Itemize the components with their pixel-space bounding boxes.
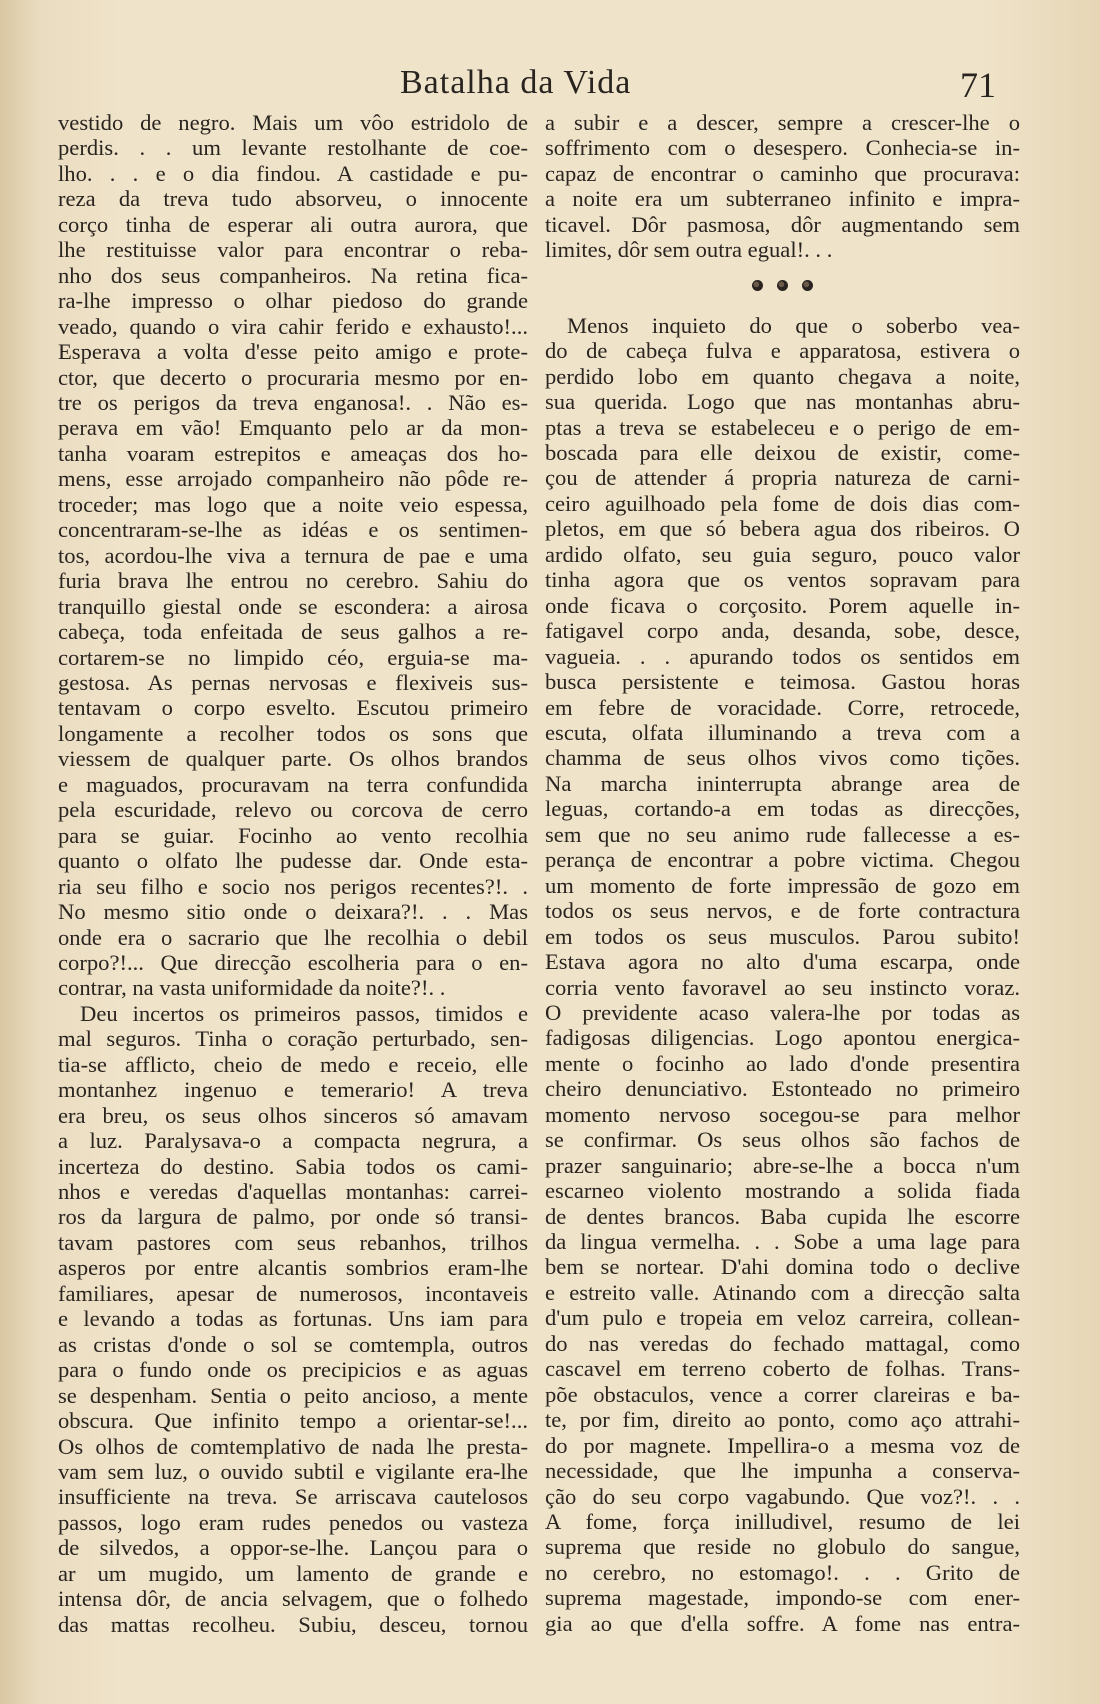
text-line: em febre de voracidade. Corre, retrocede, [545, 694, 1020, 720]
text-line: obscura. Que infinito tempo a orientar-se!... [58, 1408, 528, 1434]
text-line: do por magnete. Impellira-o a mesma voz de [545, 1432, 1020, 1458]
text-line: viessem de qualquer parte. Os olhos brandos [58, 746, 528, 772]
text-line: tavam pastores com seus rebanhos, trilhos [58, 1229, 528, 1255]
text-line: ros da largura de palmo, por onde só transi- [58, 1204, 528, 1230]
right-text-column [545, 110, 1020, 1636]
text-line: Os olhos de comtemplativo de nada lhe presta- [58, 1433, 528, 1459]
right-column-bottom-block [545, 313, 1020, 1637]
text-line: necessidade, que lhe impunha a conserva- [545, 1458, 1020, 1484]
text-line: Menos inquieto do que o soberbo vea- [567, 312, 1020, 338]
text-line: as cristas d'onde o sol se comtempla, outros [58, 1331, 528, 1357]
text-line: lho. . . e o dia findou. A castidade e pu- [58, 160, 528, 186]
text-line: Deu incertos os primeiros passos, timidos e [80, 1000, 528, 1026]
text-line: tentavam o corpo esvelto. Escutou primeiro [58, 695, 528, 721]
ornament-dot-icon [802, 280, 813, 291]
text-line: ceiro aguilhoado pela fome de dois dias com- [545, 490, 1020, 516]
text-line: capaz de encontrar o caminho que procurava: [545, 160, 1020, 186]
text-line: ção do seu corpo vagabundo. Que voz?!. . . [545, 1483, 1020, 1509]
text-line: mal seguros. Tinha o coração perturbado, sen- [58, 1026, 528, 1052]
text-line: suprema magestade, impondo-se com ener- [545, 1585, 1020, 1611]
text-line: se despenham. Sentia o peito ancioso, a mente [58, 1382, 528, 1408]
text-line: cortarem-se no limpido céo, erguia-se ma- [58, 644, 528, 670]
text-line: Estava agora no alto d'uma escarpa, onde [545, 949, 1020, 975]
text-line: vagueia. . . apurando todos os sentidos em [545, 643, 1020, 669]
text-line: leguas, cortando-a em todas as direcções, [545, 796, 1020, 822]
ornament-dot-icon [752, 280, 763, 291]
text-line: soffrimento com o desespero. Conhecia-se in- [545, 135, 1020, 161]
text-line: suprema que reside no globulo do sangue, [545, 1534, 1020, 1560]
text-line: boscada para elle deixou de existir, come- [545, 439, 1020, 465]
text-line: das mattas recolheu. Subiu, desceu, tornou [58, 1611, 528, 1637]
text-line: tinha agora que os ventos sopravam para [545, 567, 1020, 593]
text-line: corpo?!... Que direcção escolheria para o en- [58, 949, 528, 975]
text-line: cheiro denunciativo. Estonteado no primeiro [545, 1076, 1020, 1102]
text-line: escarneo violento mostrando a solida fiada [545, 1178, 1020, 1204]
text-line: incerteza do destino. Sabia todos os cami- [58, 1153, 528, 1179]
text-line: d'um pulo e tropeia em veloz carreira, collean- [545, 1305, 1020, 1331]
text-line: onde era o sacrario que lhe recolhia o debil [58, 924, 528, 950]
text-line: do nas veredas do fechado mattagal, como [545, 1330, 1020, 1356]
text-line: prazer sanguinario; abre-se-lhe a bocca n'um [545, 1152, 1020, 1178]
text-line: troceder; mas logo que a noite veio espessa, [58, 491, 528, 517]
text-line: ardido olfato, seu guia seguro, pouco valor [545, 541, 1020, 567]
text-line: intensa dôr, de ancia selvagem, que o folhedo [58, 1586, 528, 1612]
page-header [0, 60, 1100, 110]
text-line: ticavel. Dôr pasmosa, dôr augmentando sem [545, 211, 1020, 237]
text-line: para o fundo onde os precipicios e as aguas [58, 1357, 528, 1383]
text-line: a subir e a descer, sempre a crescer-lhe o [545, 110, 1020, 135]
text-line: e maguados, procuravam na terra confundida [58, 771, 528, 797]
left-text-column [58, 110, 528, 1637]
text-line: do de cabeça fulva e apparatosa, estivera o [545, 338, 1020, 364]
text-line: todos os seus nervos, e de forte contractura [545, 898, 1020, 924]
text-line: ptas a treva se estabeleceu e o perigo de em- [545, 414, 1020, 440]
text-line: era breu, os seus olhos sinceros só amavam [58, 1102, 528, 1128]
text-line: da lingua vermelha. . . Sobe a uma lage para [545, 1229, 1020, 1255]
text-line: asperos por entre alcantis sombrios eram-lhe [58, 1255, 528, 1281]
text-line: cascavel em terreno coberto de folhas. Trans- [545, 1356, 1020, 1382]
text-line: bem se nortear. D'ahi domina todo o declive [545, 1254, 1020, 1280]
text-line: tos, acordou-lhe viva a ternura de pae e uma [58, 542, 528, 568]
text-line: gestosa. As pernas nervosas e flexiveis sus- [58, 669, 528, 695]
text-line: perdis. . . um levante restolhante de coe- [58, 135, 528, 161]
text-line: se confirmar. Os seus olhos são fachos de [545, 1127, 1020, 1153]
text-line: perança de encontrar a pobre victima. Chegou [545, 847, 1020, 873]
text-line: O previdente acaso valera-lhe por todas as [545, 999, 1020, 1025]
text-line: para se guiar. Focinho ao vento recolhia [58, 822, 528, 848]
text-line: a luz. Paralysava-o a compacta negrura, a [58, 1128, 528, 1154]
text-line: te, por fim, direito ao ponto, como aço attrahi- [545, 1407, 1020, 1433]
text-line: pela escuridade, relevo ou corcova de cerro [58, 797, 528, 823]
text-line: passos, logo eram rudes penedos ou vasteza [58, 1509, 528, 1535]
text-line: em todos os seus musculos. Parou subito! [545, 923, 1020, 949]
text-line: de dentes brancos. Baba cupida lhe escorre [545, 1203, 1020, 1229]
text-line: gia ao que d'ella soffre. A fome nas entra- [545, 1610, 1020, 1636]
text-line: perava em vão! Emquanto pelo ar da mon- [58, 415, 528, 441]
text-line: e estreito valle. Atinando com a direcção salta [545, 1279, 1020, 1305]
text-line: ar um mugido, um lamento de grande e [58, 1560, 528, 1586]
running-title: Batalha da Vida [400, 64, 632, 101]
text-line: nhos e veredas d'aquellas montanhas: carrei- [58, 1179, 528, 1205]
text-line: põe obstaculos, vence a correr clareiras e ba- [545, 1381, 1020, 1407]
text-line: No mesmo sitio onde o deixara?!. . . Mas [58, 899, 528, 925]
text-line: ctor, que decerto o procuraria mesmo por en- [58, 364, 528, 390]
text-line: longamente a recolher todos os sons que [58, 720, 528, 746]
text-line: cabeça, toda enfeitada de seus galhos a re- [58, 619, 528, 645]
text-line: tia-se afflicto, cheio de medo e receio, elle [58, 1051, 528, 1077]
text-line: ria seu filho e socio nos perigos recentes?!. . [58, 873, 528, 899]
text-line: escuta, olfata illuminando a treva com a [545, 719, 1020, 745]
text-line: ra-lhe impresso o olhar piedoso do grande [58, 288, 528, 314]
text-line: veado, quando o vira cahir ferido e exhausto!... [58, 313, 528, 339]
text-line: vestido de negro. Mais um vôo estridolo de [58, 110, 528, 135]
text-line: çou de attender á propria natureza de carni- [545, 465, 1020, 491]
text-line: corço tinha de esperar ali outra aurora, que [58, 211, 528, 237]
text-line: no cerebro, no estomago!. . . Grito de [545, 1559, 1020, 1585]
text-line: de silvedos, a oppor-se-lhe. Lançou para o [58, 1535, 528, 1561]
text-line: furia brava lhe entrou no cerebro. Sahiu do [58, 568, 528, 594]
text-line: Esperava a volta d'esse peito amigo e prote- [58, 339, 528, 365]
text-line: e levando a todas as fortunas. Uns iam para [58, 1306, 528, 1332]
text-line: lhe restituisse valor para encontrar o reba- [58, 237, 528, 263]
text-line: Na marcha ininterrupta abrange area de [545, 770, 1020, 796]
text-line: concentraram-se-lhe as idéas e os sentimen- [58, 517, 528, 543]
text-line: sua querida. Logo que nas montanhas abru- [545, 389, 1020, 415]
text-line: fadigosas diligencias. Logo apontou energica- [545, 1025, 1020, 1051]
text-line: mente o focinho ao lado d'onde presentira [545, 1050, 1020, 1076]
section-break-ornament [545, 263, 1020, 313]
text-line: mens, esse arrojado companheiro não pôde re- [58, 466, 528, 492]
text-line: vam sem luz, o ouvido subtil e vigilante era-lhe [58, 1459, 528, 1485]
text-line: corria vento favoravel ao seu instincto voraz. [545, 974, 1020, 1000]
text-line: tanha voaram estrepitos e ameaças dos ho- [58, 440, 528, 466]
text-line: limites, dôr sem outra egual!. . . [545, 237, 833, 263]
text-line: insufficiente na treva. Se arriscava cautelosos [58, 1484, 528, 1510]
text-line: onde ficava o corçosito. Porem aquelle in- [545, 592, 1020, 618]
text-line: A fome, força inilludivel, resumo de lei [545, 1509, 1020, 1535]
text-line: sem que no seu animo rude fallecesse a es- [545, 821, 1020, 847]
text-line: perdido lobo em quanto chegava a noite, [545, 363, 1020, 389]
text-line: a noite era um subterraneo infinito e impra- [545, 186, 1020, 212]
text-line: pletos, em que só bebera agua dos ribeiros. O [545, 516, 1020, 542]
right-column-top-block [545, 110, 1020, 263]
text-line: momento nervoso socegou-se para melhor [545, 1101, 1020, 1127]
text-line: busca persistente e teimosa. Gastou horas [545, 669, 1020, 695]
text-line: reza da treva tudo absorveu, o innocente [58, 186, 528, 212]
text-line: um momento de forte impressão de gozo em [545, 872, 1020, 898]
text-line: tre os perigos da treva enganosa!. . Não es- [58, 389, 528, 415]
ornament-dot-icon [777, 280, 788, 291]
text-line: nho dos seus companheiros. Na retina fica- [58, 262, 528, 288]
text-line: contrar, na vasta uniformidade da noite?!. . [58, 975, 446, 1001]
text-line: familiares, apesar de numerosos, incontaveis [58, 1280, 528, 1306]
text-line: tranquillo giestal onde se escondera: a airosa [58, 593, 528, 619]
text-line: chamma de seus olhos vivos como tições. [545, 745, 1020, 771]
text-line: quanto o olfato lhe pudesse dar. Onde esta- [58, 848, 528, 874]
text-line: montanhez ingenuo e temerario! A treva [58, 1077, 528, 1103]
page-number: 71 [960, 65, 996, 105]
text-line: fatigavel corpo anda, desanda, sobe, desce, [545, 618, 1020, 644]
